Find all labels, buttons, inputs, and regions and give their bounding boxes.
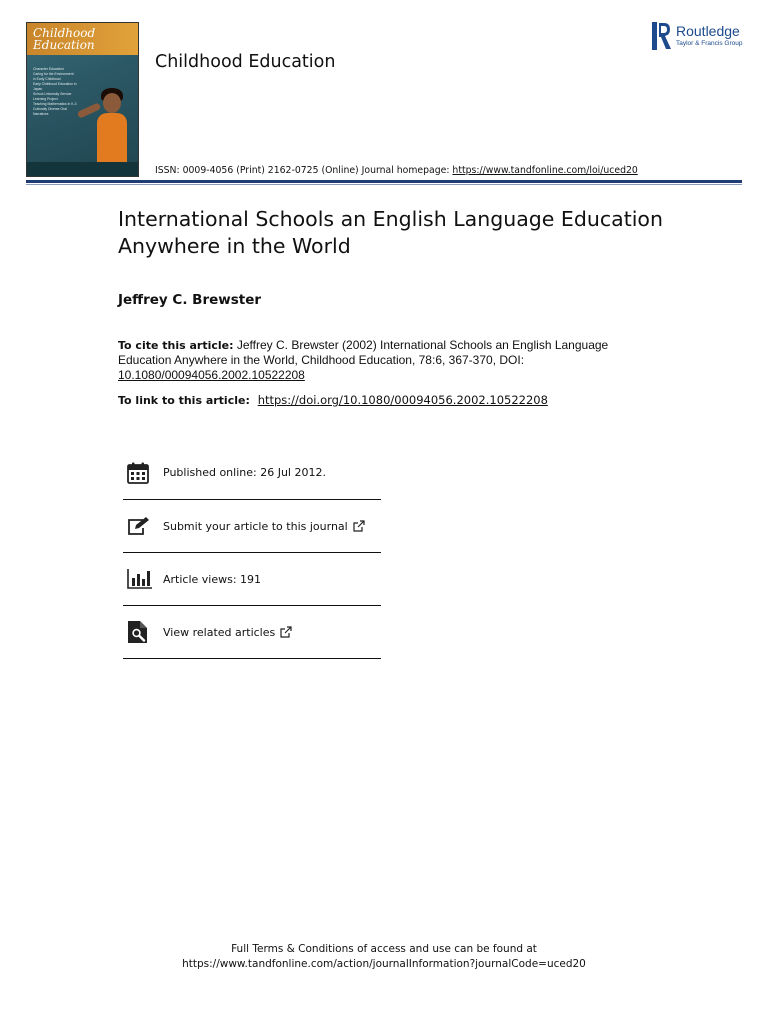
calendar-icon — [127, 458, 163, 488]
issn-text: ISSN: 0009-4056 (Print) 2162-0725 (Online) Journal homepage: — [155, 165, 453, 176]
article-title: International Schools an English Language Education Anywhere in the World — [118, 207, 663, 258]
header-divider-thin — [26, 184, 742, 185]
external-link-icon — [280, 626, 292, 638]
article-link-row — [118, 393, 548, 407]
cover-contents-item: Character Education — [33, 67, 64, 71]
external-link-icon — [353, 520, 365, 532]
journal-homepage-link[interactable]: https://www.tandfonline.com/loi/uced20 — [452, 165, 638, 176]
link-label: To link to this article: — [118, 394, 254, 407]
publisher-name: Routledge — [676, 23, 740, 39]
article-meta-list — [123, 446, 381, 659]
article-views-text: Article views: 191 — [163, 572, 262, 586]
terms-text: Full Terms & Conditions of access and use can be found at — [231, 943, 537, 955]
document-search-icon — [127, 617, 163, 647]
cover-child-figure — [95, 73, 129, 169]
cover-contents-item: Early Childhood Education in Japan — [33, 82, 77, 91]
terms-footer — [0, 942, 768, 972]
issn-line — [155, 165, 638, 176]
related-articles-row[interactable] — [123, 606, 381, 659]
cover-contents-item: School University Service Learning Project — [33, 92, 72, 101]
journal-cover-image — [26, 22, 139, 177]
cover-contents-item: Teaching Mathematics in K-3 — [33, 102, 77, 106]
submit-article-row[interactable] — [123, 500, 381, 553]
cover-bottom-strip — [27, 162, 138, 176]
article-views-row — [123, 553, 381, 606]
cite-label: To cite this article: — [118, 339, 234, 352]
submit-article-link[interactable]: Submit your article to this journal — [163, 519, 348, 533]
terms-url[interactable]: https://www.tandfonline.com/action/journalInformation?journalCode=uced20 — [182, 958, 586, 970]
cite-doi-link[interactable]: 10.1080/00094056.2002.10522208 — [118, 368, 305, 382]
article-author: Jeffrey C. Brewster — [118, 292, 262, 308]
cover-contents-item: Culturally Diverse Oral Narratives — [33, 107, 67, 116]
related-articles-link[interactable]: View related articles — [163, 625, 276, 639]
header-divider — [26, 180, 742, 183]
citation-block — [118, 338, 618, 383]
routledge-r-icon — [652, 22, 672, 50]
journal-title[interactable]: Childhood Education — [155, 52, 336, 72]
publisher-tagline: Taylor & Francis Group — [676, 40, 743, 47]
published-online-row — [123, 446, 381, 500]
cover-masthead: Childhood Education — [33, 26, 96, 52]
cite-text: Jeffrey C. Brewster (2002) International Schools an English Language Education Anywhere in the World, Childhood Education, 78:6, 367-370, DOI: — [118, 338, 609, 367]
article-doi-link[interactable]: https://doi.org/10.1080/00094056.2002.10522208 — [257, 393, 548, 407]
publisher-logo[interactable] — [652, 22, 748, 50]
cover-contents-list — [33, 67, 77, 117]
cover-contents-item: Caring for the Environment in Early Childhood — [33, 72, 74, 81]
bar-chart-icon — [127, 564, 163, 594]
edit-pencil-icon — [127, 511, 163, 541]
published-online-text: Published online: 26 Jul 2012. — [163, 466, 326, 479]
